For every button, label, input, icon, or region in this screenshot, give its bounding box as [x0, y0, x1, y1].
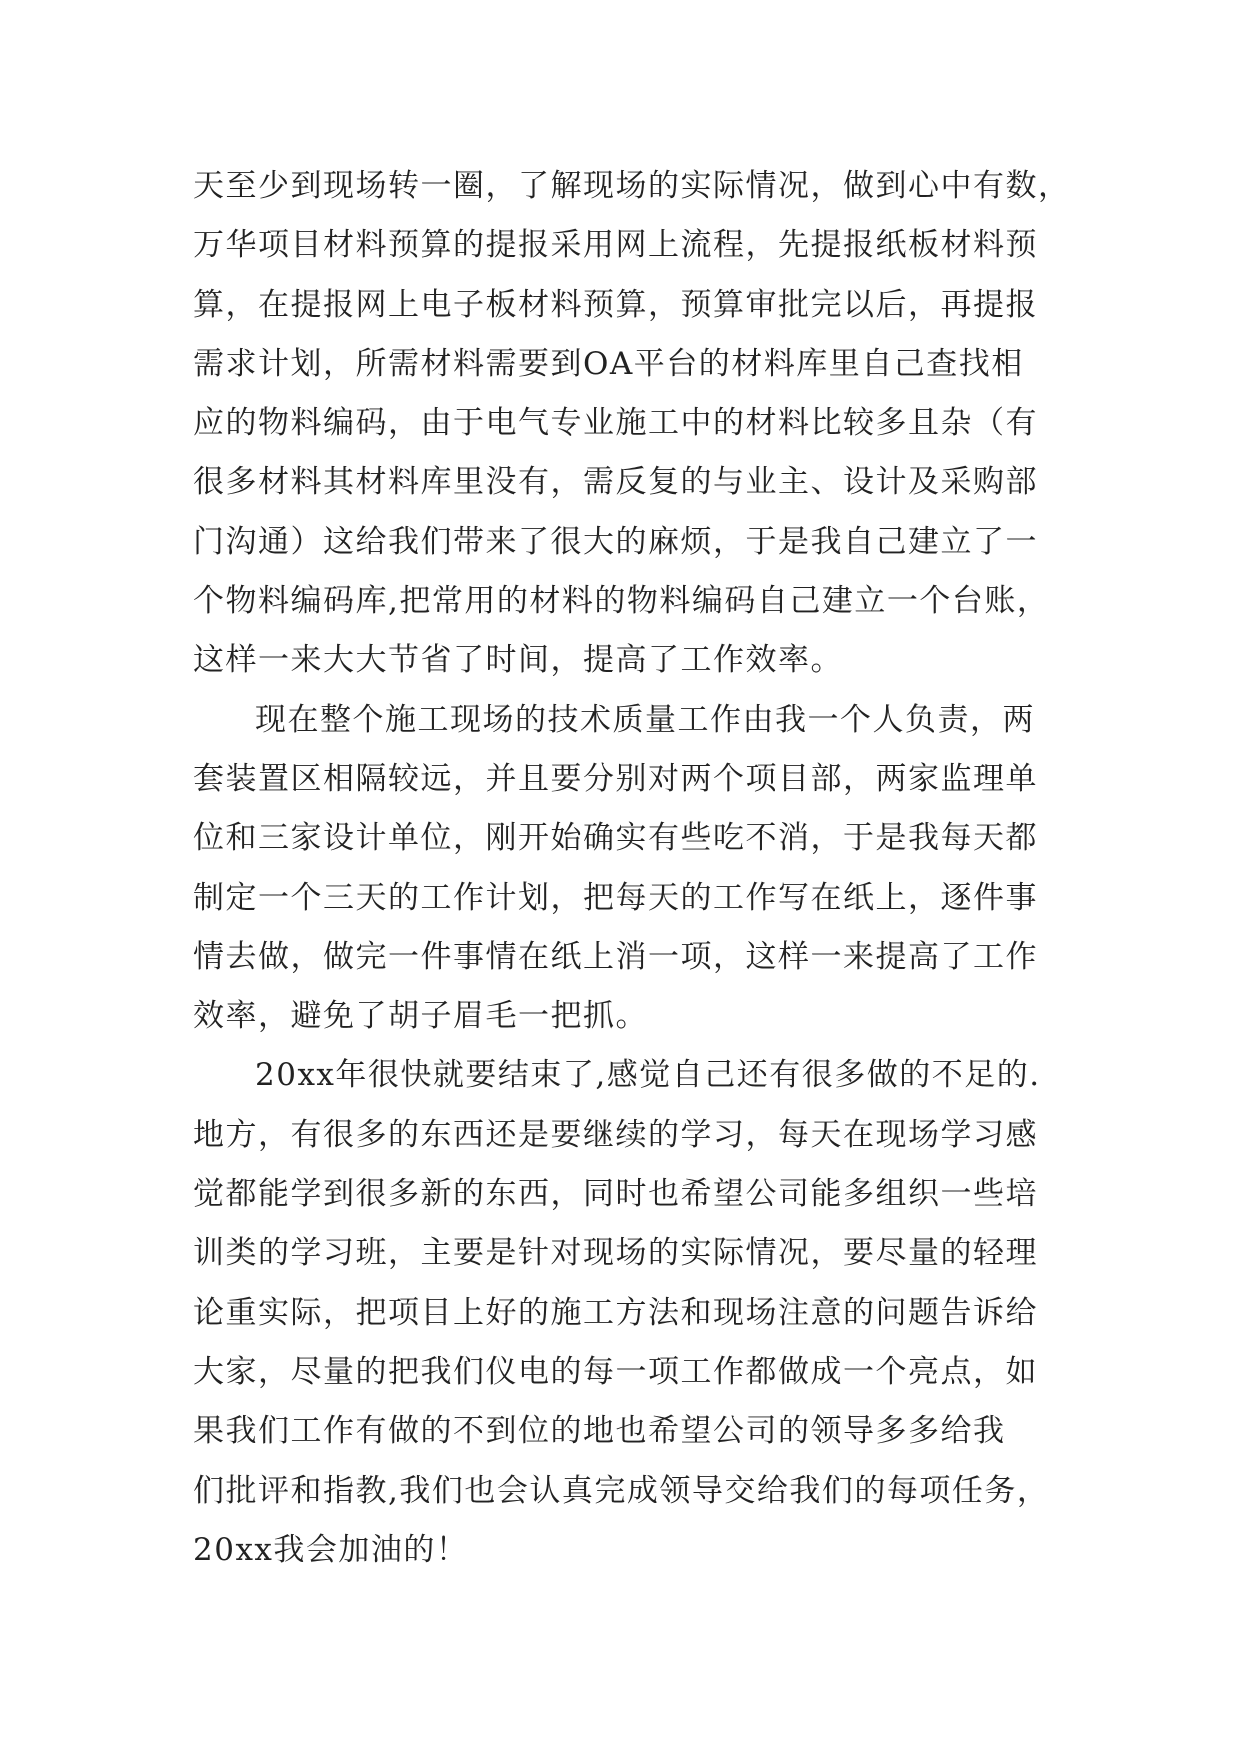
paragraph-start-line: 20xx年很快就要结束了,感觉自己还有很多做的不足的.	[255, 1057, 1041, 1094]
text-line: 效率，避免了胡子眉毛一把抓。	[193, 998, 648, 1035]
text-line: 这样一来大大节省了时间，提高了工作效率。	[193, 642, 843, 679]
text-line: 地方，有很多的东西还是要继续的学习，每天在现场学习感	[193, 1116, 1038, 1153]
text-line: 大家，尽量的把我们仪电的每一项工作都做成一个亮点，如	[193, 1353, 1038, 1390]
text-line: 套装置区相隔较远，并且要分别对两个项目部，两家监理单	[193, 760, 1038, 797]
text-line: 需求计划，所需材料需要到OA平台的材料库里自己查找相	[193, 345, 1024, 382]
text-line: 果我们工作有做的不到位的地也希望公司的领导多多给我	[193, 1413, 1006, 1450]
text-line: 很多材料其材料库里没有，需反复的与业主、设计及采购部	[193, 464, 1038, 501]
paragraph-start-line: 现在整个施工现场的技术质量工作由我一个人负责，两	[255, 701, 1035, 738]
text-line: 门沟通）这给我们带来了很大的麻烦，于是我自己建立了一	[193, 523, 1038, 560]
text-line: 万华项目材料预算的提报采用网上流程，先提报纸板材料预	[193, 227, 1038, 264]
text-line: 算，在提报网上电子板材料预算，预算审批完以后，再提报	[193, 286, 1038, 323]
text-line: 制定一个三天的工作计划，把每天的工作写在纸上，逐件事	[193, 879, 1038, 916]
text-line: 个物料编码库,把常用的材料的物料编码自己建立一个台账，	[193, 583, 1050, 620]
text-line: 训类的学习班，主要是针对现场的实际情况，要尽量的轻理	[193, 1235, 1038, 1272]
text-line: 20xx我会加油的！	[193, 1531, 469, 1568]
text-line: 觉都能学到很多新的东西，同时也希望公司能多组织一些培	[193, 1176, 1038, 1213]
text-line: 论重实际，把项目上好的施工方法和现场注意的问题告诉给	[193, 1294, 1038, 1331]
document-body	[193, 157, 1071, 1580]
text-line: 们批评和指教,我们也会认真完成领导交给我们的每项任务，	[193, 1472, 1050, 1509]
text-line: 应的物料编码，由于电气专业施工中的材料比较多且杂（有	[193, 405, 1038, 442]
text-line: 位和三家设计单位，刚开始确实有些吃不消，于是我每天都	[193, 820, 1038, 857]
text-line: 天至少到现场转一圈，了解现场的实际情况，做到心中有数，	[193, 168, 1071, 204]
text-line: 情去做，做完一件事情在纸上消一项，这样一来提高了工作	[193, 938, 1038, 975]
